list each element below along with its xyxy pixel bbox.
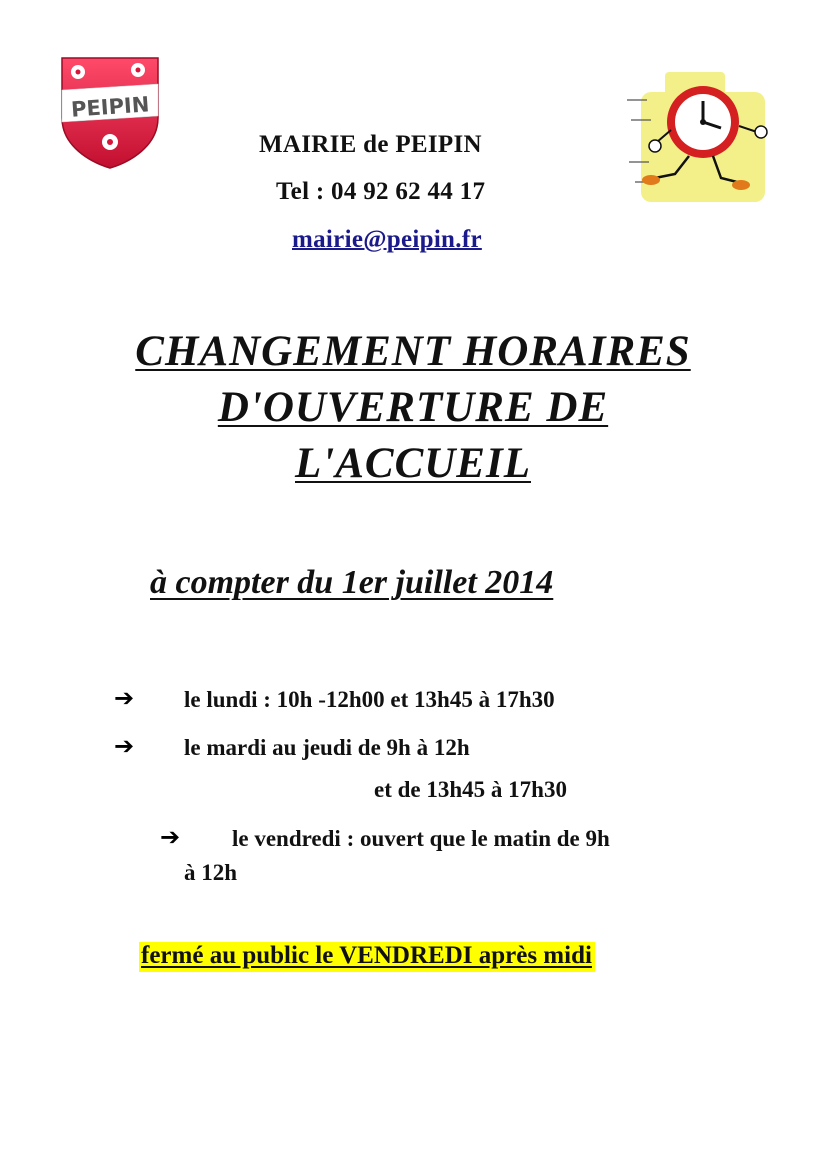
title-line-2: D'OUVERTURE DE bbox=[217, 384, 609, 431]
effective-date: à compter du 1er juillet 2014 bbox=[150, 564, 554, 601]
schedule-tue-thu: le mardi au jeudi de 9h à 12h bbox=[184, 735, 470, 760]
email-link[interactable]: mairie@peipin.fr bbox=[292, 226, 482, 253]
right-arrow-icon: ➔ bbox=[114, 732, 135, 760]
right-arrow-icon: ➔ bbox=[114, 684, 135, 712]
title-line-1: CHANGEMENT HORAIRES bbox=[135, 328, 691, 375]
running-clock-icon bbox=[625, 70, 770, 205]
peipin-logo-icon bbox=[58, 56, 162, 170]
title-line-3: L'ACCUEIL bbox=[295, 440, 531, 487]
schedule-friday: le vendredi : ouvert que le matin de 9h bbox=[232, 826, 610, 851]
phone-number: Tel : 04 92 62 44 17 bbox=[276, 178, 486, 205]
schedule-friday-cont: à 12h bbox=[184, 860, 238, 885]
schedule-monday: le lundi : 10h -12h00 et 13h45 à 17h30 bbox=[184, 687, 555, 712]
page-title bbox=[0, 324, 826, 492]
schedule-tue-thu-afternoon: et de 13h45 à 17h30 bbox=[374, 777, 567, 802]
mairie-name: MAIRIE de PEIPIN bbox=[259, 131, 482, 158]
right-arrow-icon: ➔ bbox=[160, 823, 181, 851]
logo-text: PEIPIN bbox=[70, 92, 151, 122]
closed-notice: fermé au public le VENDREDI après midi bbox=[139, 942, 595, 972]
